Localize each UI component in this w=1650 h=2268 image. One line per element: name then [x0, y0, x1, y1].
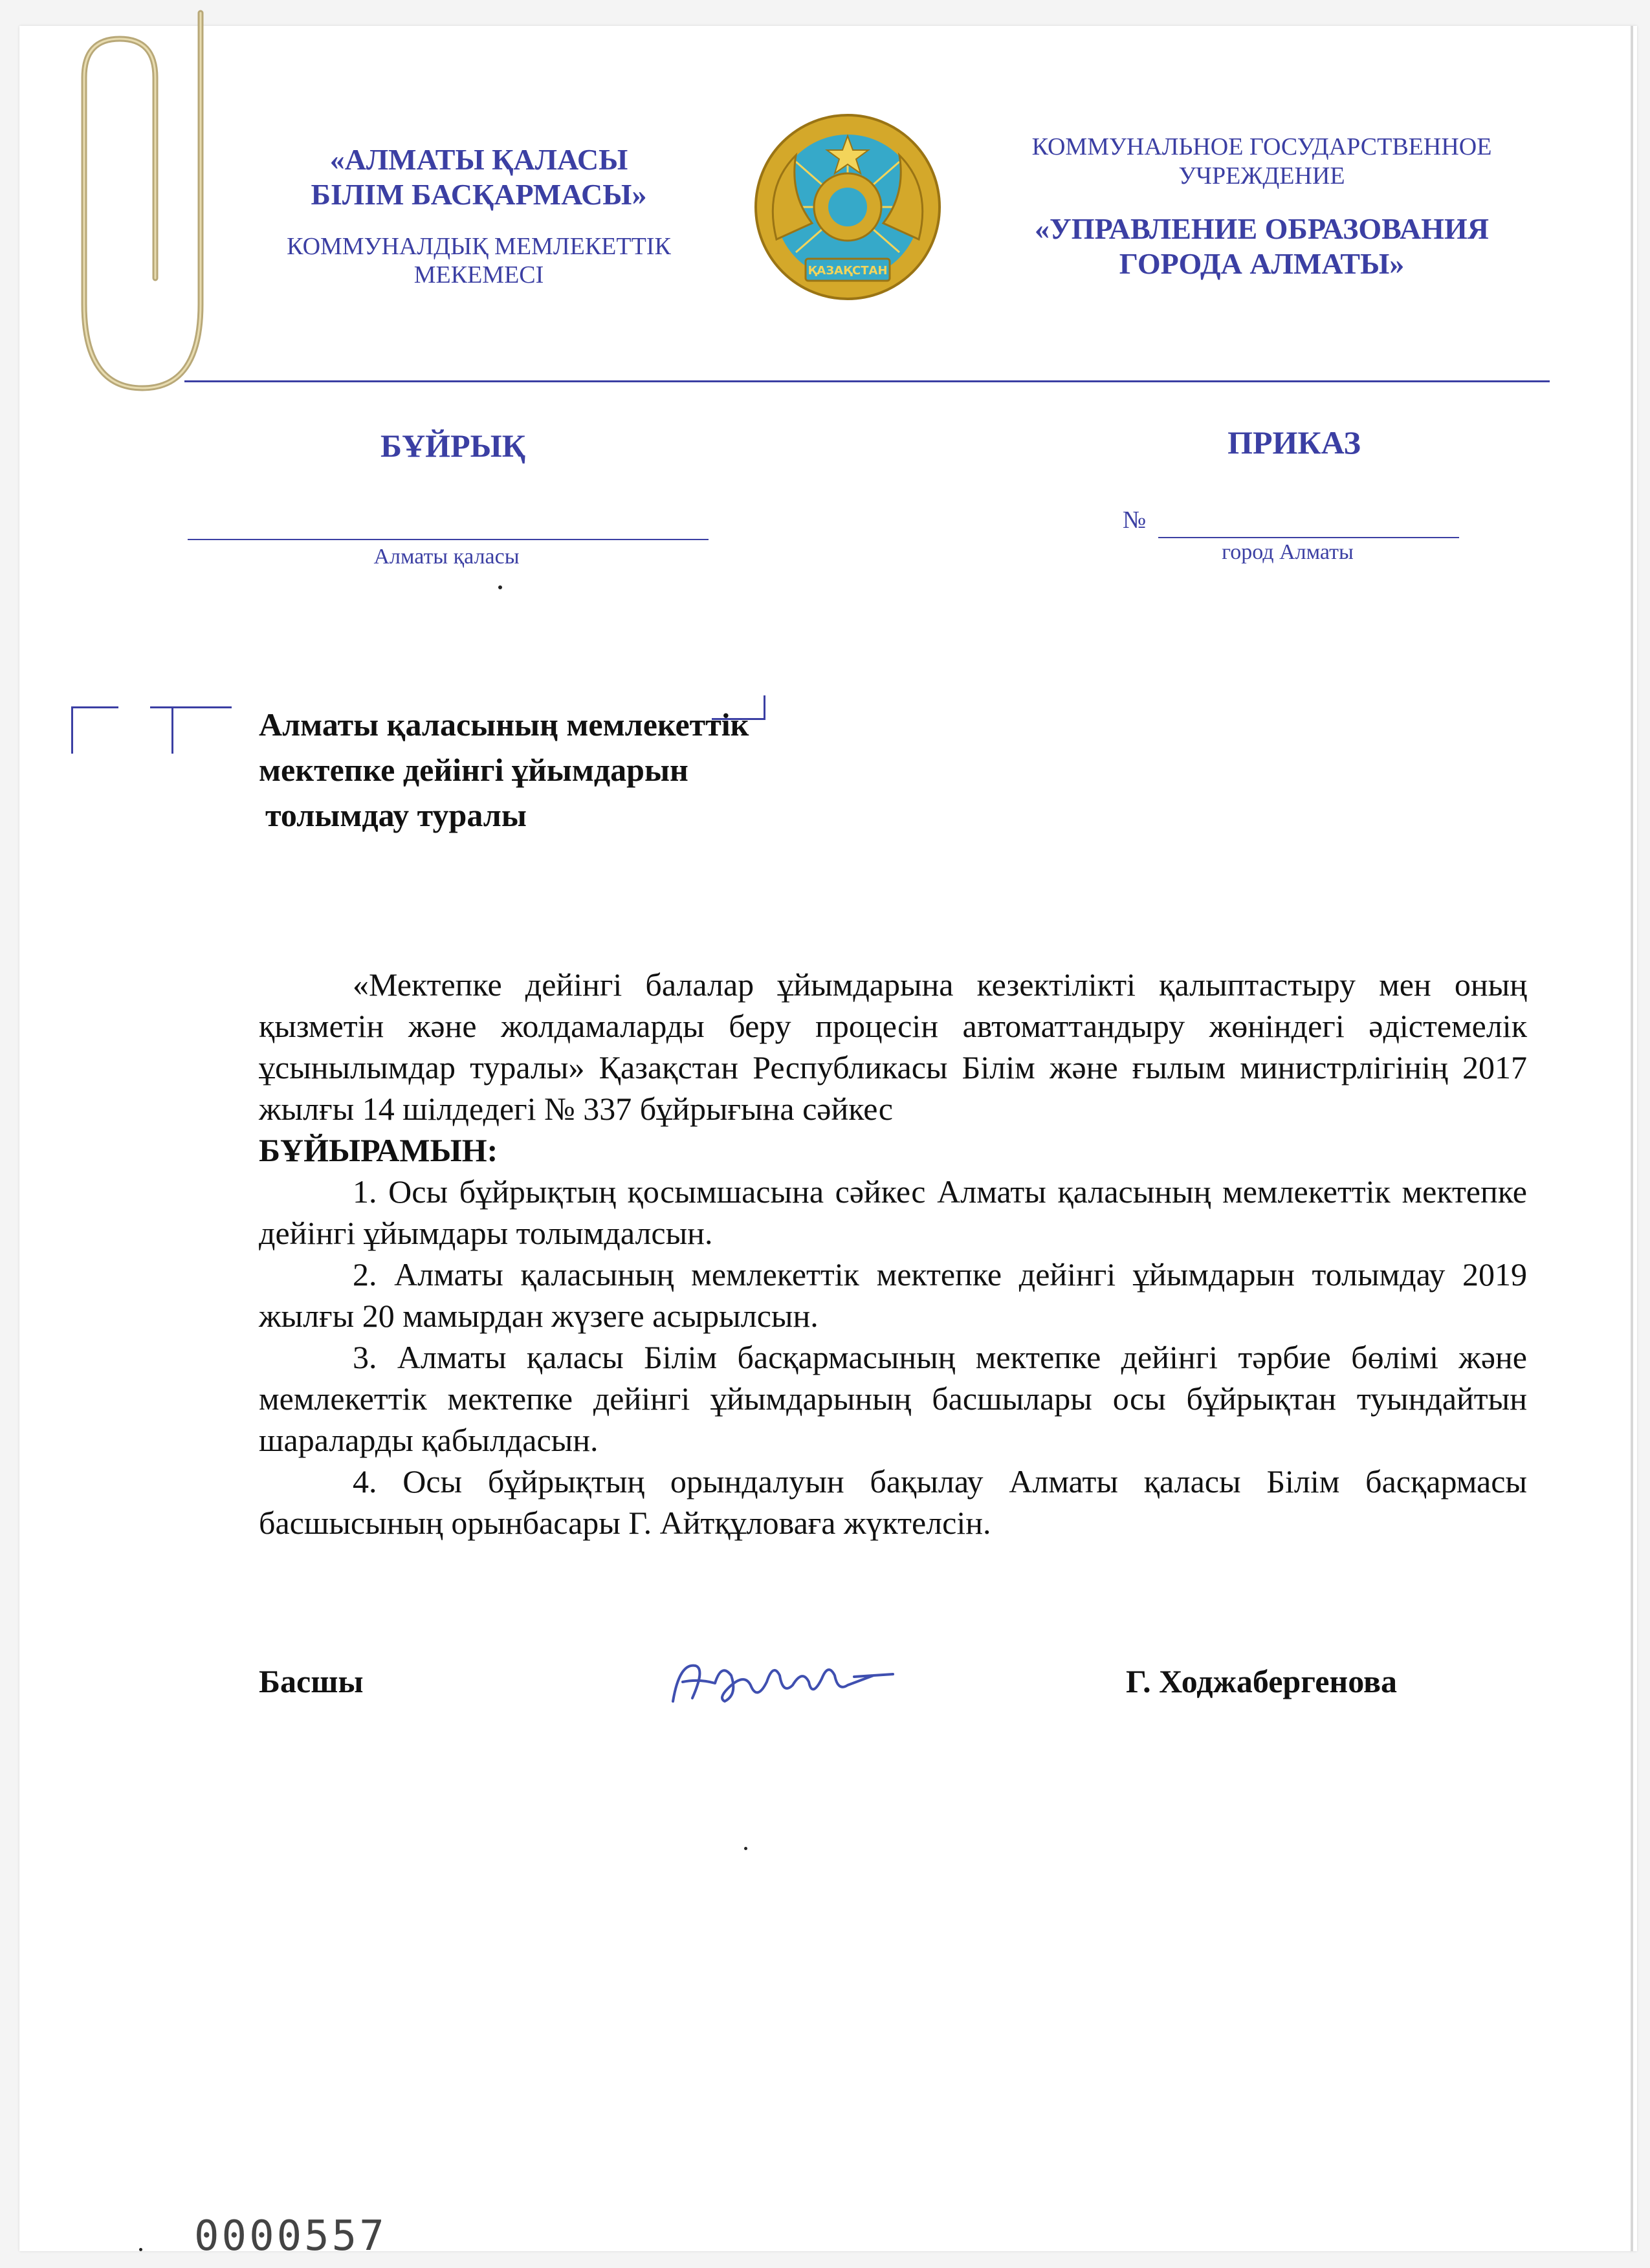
handwritten-signature	[660, 1637, 919, 1727]
emblem-text: ҚАЗАҚСТАН	[808, 264, 888, 278]
order-subject	[259, 702, 906, 838]
state-emblem-icon	[751, 110, 945, 311]
date-field-line	[188, 539, 709, 540]
number-sign: №	[1123, 507, 1147, 534]
corner-mark	[150, 706, 171, 708]
corner-mark	[171, 706, 232, 754]
order-item: 3. Алматы қаласы Білім басқармасының мектепке дейінгі тәрбие бөлімі және мемлекеттік мектепке дейінгі ұйымдарының басшылары осы бұйрықтан туындайтын шараларды қабылдасын.	[259, 1339, 1527, 1458]
speck	[498, 585, 502, 589]
subject-line-1: Алматы қаласының мемлекеттік	[259, 706, 749, 743]
ru-org-name-2: ГОРОДА АЛМАТЫ»	[1119, 246, 1405, 280]
subject-line-2: мектепке дейінгі ұйымдарын	[259, 752, 688, 788]
decree-word: БҰЙЫРАМЫН:	[259, 1132, 498, 1168]
paper-clip-icon	[39, 0, 220, 414]
ru-org-type-1: КОММУНАЛЬНОЕ ГОСУДАРСТВЕННОЕ	[1031, 133, 1492, 160]
signer-title: Басшы	[259, 1663, 364, 1699]
subject-line-3: толымдау туралы	[265, 797, 527, 833]
order-item: 4. Осы бұйрықтың орындалуын бақылау Алматы қаласы Білім басқармасы басшысының орынбасары Г. Айтқұловаға жүктелсін.	[259, 1463, 1527, 1541]
kz-org-type-1: КОММУНАЛДЫҚ МЕМЛЕКЕТТІК	[287, 232, 671, 260]
city-ru: город Алматы	[1222, 540, 1354, 564]
speck	[744, 1847, 747, 1850]
header-kz	[233, 142, 725, 290]
corner-mark	[71, 706, 118, 754]
order-item: 2. Алматы қаласының мемлекеттік мектепке дейінгі ұйымдарын толымдау 2019 жылғы 20 мамырдан жүзеге асырылсын.	[259, 1256, 1527, 1334]
header-divider	[184, 380, 1550, 382]
city-kz: Алматы қаласы	[373, 545, 520, 569]
kz-org-name-2: БІЛІМ БАСҚАРМАСЫ»	[311, 178, 647, 212]
kz-org-type-2: МЕКЕМЕСІ	[413, 261, 544, 289]
order-body	[259, 964, 1527, 1543]
page-edge	[1631, 26, 1633, 2251]
number-field-line	[1158, 537, 1459, 538]
order-item: 1. Осы бұйрықтың қосымшасына сәйкес Алматы қаласының мемлекеттік мектепке дейінгі ұйымдары толымдалсын.	[259, 1173, 1527, 1251]
doc-type-ru: ПРИКАЗ	[1227, 424, 1361, 461]
header-ru	[984, 133, 1540, 281]
ru-org-type-2: УЧРЕЖДЕНИЕ	[1178, 162, 1345, 190]
ru-org-name-1: «УПРАВЛЕНИЕ ОБРАЗОВАНИЯ	[1035, 212, 1489, 245]
serial-number: 0000557	[194, 2212, 387, 2260]
speck	[139, 2248, 142, 2251]
signer-name: Г. Ходжабергенова	[1126, 1663, 1397, 1699]
preamble: «Мектепке дейінгі балалар ұйымдарына кезектілікті қалыптастыру мен оның қызметін және жолдамаларды беру процесін автоматтандыру жөніндегі әдістемелік ұсынылымдар туралы» Қазақстан Республикасы Білім және ғылым министрлігінің 2017 жылғы 14 шілдедегі № 337 бұйрығына сәйкес	[259, 966, 1527, 1127]
kz-org-name-1: «АЛМАТЫ ҚАЛАСЫ	[329, 143, 628, 176]
doc-type-kz: БҰЙРЫҚ	[380, 428, 525, 464]
